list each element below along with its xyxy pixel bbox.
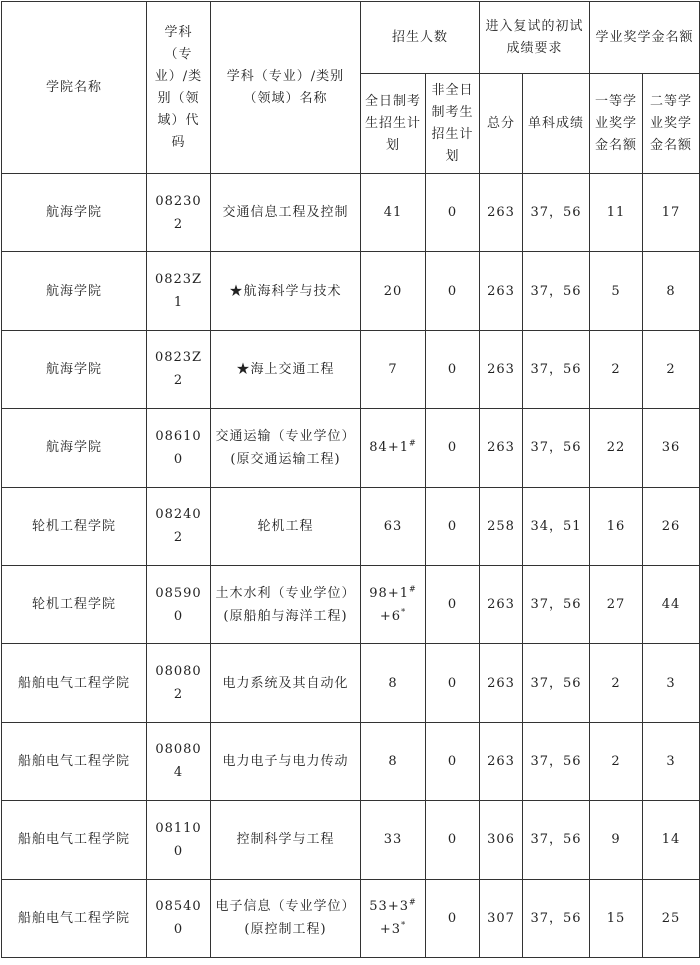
major-name-cell: 交通信息工程及控制 — [211, 174, 361, 252]
fulltime-cell: 7 — [361, 330, 426, 408]
total-score-cell: 263 — [480, 409, 523, 487]
major-name-line2: (原交通运输工程) — [230, 451, 341, 467]
code-cell: 085900 — [147, 565, 211, 643]
single-score-cell: 37，56 — [523, 252, 590, 330]
header-second: 二等学业奖学金名额 — [643, 74, 700, 174]
fulltime-cell: 63 — [361, 487, 426, 565]
single-score-cell: 37，56 — [523, 174, 590, 252]
total-score-cell: 263 — [480, 174, 523, 252]
second-scholar-cell: 44 — [643, 565, 700, 643]
header-score-group: 进入复试的初试成绩要求 — [480, 2, 590, 74]
first-scholar-cell: 11 — [590, 174, 643, 252]
first-scholar-cell: 22 — [590, 409, 643, 487]
enrollment-table — [1, 1, 700, 958]
single-score-cell: 37，56 — [523, 879, 590, 957]
fulltime-base: 53+3 — [369, 899, 409, 915]
parttime-cell: 0 — [426, 644, 480, 722]
fulltime-base: 84+1 — [369, 440, 409, 456]
major-name-cell: 电力电子与电力传动 — [211, 722, 361, 800]
first-scholar-cell: 5 — [590, 252, 643, 330]
header-parttime: 非全日制考生招生计划 — [426, 74, 480, 174]
first-scholar-cell: 2 — [590, 722, 643, 800]
major-name-cell: ★航海科学与技术 — [211, 252, 361, 330]
fulltime-mark-2: * — [401, 607, 407, 617]
single-score-cell: 37，56 — [523, 722, 590, 800]
second-scholar-cell: 14 — [643, 801, 700, 879]
fulltime-cell: 8 — [361, 644, 426, 722]
major-name-cell: ★海上交通工程 — [211, 330, 361, 408]
table-row — [2, 879, 700, 957]
major-name-cell — [211, 565, 361, 643]
fulltime-cell — [361, 879, 426, 957]
second-scholar-cell: 36 — [643, 409, 700, 487]
second-scholar-cell: 25 — [643, 879, 700, 957]
code-cell: 0823Z1 — [147, 252, 211, 330]
code-cell: 086100 — [147, 409, 211, 487]
first-scholar-cell: 27 — [590, 565, 643, 643]
fulltime-cell — [361, 409, 426, 487]
header-scholar-group: 学业奖学金名额 — [590, 2, 700, 74]
first-scholar-cell: 9 — [590, 801, 643, 879]
table-row — [2, 644, 700, 722]
table-row — [2, 330, 700, 408]
parttime-cell: 0 — [426, 330, 480, 408]
parttime-cell: 0 — [426, 722, 480, 800]
parttime-cell: 0 — [426, 174, 480, 252]
fulltime-extra: +6 — [379, 608, 402, 624]
code-cell: 082302 — [147, 174, 211, 252]
fulltime-cell: 33 — [361, 801, 426, 879]
college-cell: 轮机工程学院 — [2, 565, 147, 643]
first-scholar-cell: 2 — [590, 644, 643, 722]
header-first: 一等学业奖学金名额 — [590, 74, 643, 174]
second-scholar-cell: 3 — [643, 644, 700, 722]
header-college: 学院名称 — [2, 2, 147, 174]
parttime-cell: 0 — [426, 252, 480, 330]
college-cell: 船舶电气工程学院 — [2, 879, 147, 957]
header-fulltime: 全日制考生招生计划 — [361, 74, 426, 174]
total-score-cell: 306 — [480, 801, 523, 879]
major-name-cell: 控制科学与工程 — [211, 801, 361, 879]
single-score-cell: 37，56 — [523, 330, 590, 408]
table-row — [2, 565, 700, 643]
first-scholar-cell: 15 — [590, 879, 643, 957]
table-row — [2, 722, 700, 800]
parttime-cell: 0 — [426, 801, 480, 879]
fulltime-cell: 41 — [361, 174, 426, 252]
major-name-line1: 电子信息（专业学位） — [215, 899, 356, 915]
total-score-cell: 263 — [480, 330, 523, 408]
total-score-cell: 263 — [480, 252, 523, 330]
total-score-cell: 263 — [480, 722, 523, 800]
major-name-line1: 土木水利（专业学位） — [215, 585, 356, 601]
parttime-cell: 0 — [426, 409, 480, 487]
header-code: 学科（专业）/类别（领域）代码 — [147, 2, 211, 174]
parttime-cell: 0 — [426, 565, 480, 643]
second-scholar-cell: 26 — [643, 487, 700, 565]
major-name-cell: 电力系统及其自动化 — [211, 644, 361, 722]
major-name-line1: 交通运输（专业学位） — [215, 428, 356, 444]
code-cell: 085400 — [147, 879, 211, 957]
table-row — [2, 409, 700, 487]
fulltime-mark-1: # — [409, 439, 417, 449]
total-score-cell: 263 — [480, 644, 523, 722]
fulltime-mark-2: * — [401, 920, 407, 930]
single-score-cell: 37，56 — [523, 565, 590, 643]
single-score-cell: 37，56 — [523, 409, 590, 487]
single-score-cell: 37，56 — [523, 801, 590, 879]
major-name-line2: (原控制工程) — [244, 922, 327, 938]
header-enroll-group: 招生人数 — [361, 2, 480, 74]
fulltime-extra: +3 — [379, 922, 402, 938]
college-cell: 船舶电气工程学院 — [2, 722, 147, 800]
parttime-cell: 0 — [426, 487, 480, 565]
second-scholar-cell: 2 — [643, 330, 700, 408]
major-name-line2: (原船舶与海洋工程) — [223, 608, 348, 624]
table-row — [2, 252, 700, 330]
college-cell: 航海学院 — [2, 330, 147, 408]
code-cell: 081100 — [147, 801, 211, 879]
fulltime-base: 98+1 — [369, 585, 409, 601]
second-scholar-cell: 3 — [643, 722, 700, 800]
code-cell: 080802 — [147, 644, 211, 722]
code-cell: 0823Z2 — [147, 330, 211, 408]
second-scholar-cell: 8 — [643, 252, 700, 330]
college-cell: 船舶电气工程学院 — [2, 801, 147, 879]
major-name-cell — [211, 879, 361, 957]
major-name-cell: 轮机工程 — [211, 487, 361, 565]
total-score-cell: 307 — [480, 879, 523, 957]
table-row — [2, 487, 700, 565]
fulltime-cell — [361, 565, 426, 643]
table-row — [2, 801, 700, 879]
fulltime-cell: 20 — [361, 252, 426, 330]
single-score-cell: 34，51 — [523, 487, 590, 565]
college-cell: 航海学院 — [2, 252, 147, 330]
header-name: 学科（专业）/类别（领域）名称 — [211, 2, 361, 174]
first-scholar-cell: 16 — [590, 487, 643, 565]
header-single: 单科成绩 — [523, 74, 590, 174]
header-total: 总分 — [480, 74, 523, 174]
fulltime-cell: 8 — [361, 722, 426, 800]
parttime-cell: 0 — [426, 879, 480, 957]
fulltime-mark-1: # — [409, 897, 417, 907]
fulltime-mark-1: # — [409, 584, 417, 594]
table-row — [2, 174, 700, 252]
code-cell: 080804 — [147, 722, 211, 800]
college-cell: 航海学院 — [2, 174, 147, 252]
college-cell: 轮机工程学院 — [2, 487, 147, 565]
code-cell: 082402 — [147, 487, 211, 565]
total-score-cell: 263 — [480, 565, 523, 643]
major-name-cell — [211, 409, 361, 487]
single-score-cell: 37，56 — [523, 644, 590, 722]
second-scholar-cell: 17 — [643, 174, 700, 252]
college-cell: 船舶电气工程学院 — [2, 644, 147, 722]
first-scholar-cell: 2 — [590, 330, 643, 408]
college-cell: 航海学院 — [2, 409, 147, 487]
total-score-cell: 258 — [480, 487, 523, 565]
